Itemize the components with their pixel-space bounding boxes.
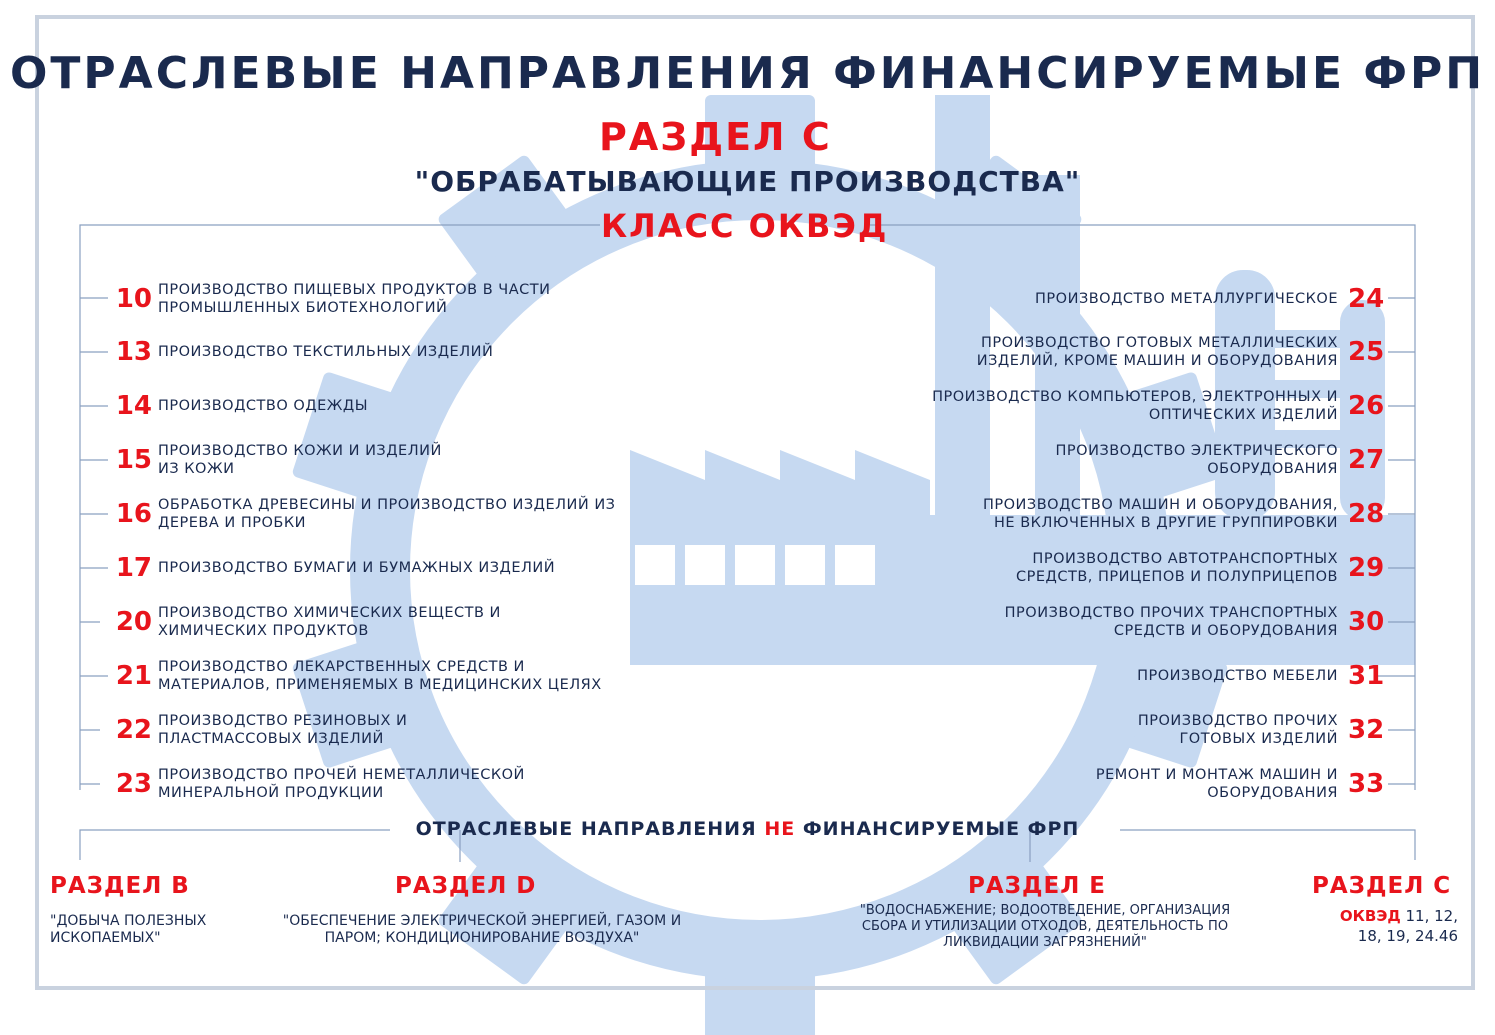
okved-description: ОБРАБОТКА ДРЕВЕСИНЫ И ПРОИЗВОДСТВО ИЗДЕЛИЙ ИЗ ДЕРЕВА И ПРОБКИ <box>158 497 616 531</box>
section-e-desc: "ВОДОСНАБЖЕНИЕ; ВОДООТВЕДЕНИЕ, ОРГАНИЗАЦИЯ СБОРА И УТИЛИЗАЦИИ ОТХОДОВ, ДЕЯТЕЛЬНОСТЬ ПО ЛИКВИДАЦИИ ЗАГРЯЗНЕНИЙ" <box>859 903 1231 950</box>
list-item <box>100 652 660 700</box>
okved-description: ПРОИЗВОДСТВО АВТОТРАНСПОРТНЫХ СРЕДСТВ, ПРИЦЕПОВ И ПОЛУПРИЦЕПОВ <box>1016 551 1338 585</box>
okved-description: ПРОИЗВОДСТВО ОДЕЖДЫ <box>158 398 368 414</box>
list-item <box>100 436 660 484</box>
list-item <box>820 328 1400 376</box>
okved-code: 31 <box>1348 661 1385 691</box>
list-item <box>100 706 660 754</box>
okved-code: 26 <box>1348 391 1385 421</box>
okved-code: 15 <box>115 445 152 475</box>
okved-description: ПРОИЗВОДСТВО ПИЩЕВЫХ ПРОДУКТОВ В ЧАСТИ ПРОМЫШЛЕННЫХ БИОТЕХНОЛОГИЙ <box>158 282 551 316</box>
okved-description: ПРОИЗВОДСТВО ПРОЧИХ ТРАНСПОРТНЫХ СРЕДСТВ И ОБОРУДОВАНИЯ <box>1004 605 1338 639</box>
okved-description: ПРОИЗВОДСТВО БУМАГИ И БУМАЖНЫХ ИЗДЕЛИЙ <box>158 560 556 576</box>
list-item <box>100 275 660 323</box>
okved-code: 32 <box>1348 715 1385 745</box>
okved-codes-line2: 18, 19, 24.46 <box>1357 927 1458 945</box>
okved-code: 28 <box>1348 499 1385 529</box>
okved-code: 33 <box>1348 769 1385 799</box>
okved-description: ПРОИЗВОДСТВО МЕТАЛЛУРГИЧЕСКОЕ <box>1035 291 1338 307</box>
not-funded-title-red: НЕ <box>764 818 796 840</box>
section-heading: РАЗДЕЛ С <box>599 115 832 159</box>
okved-code: 30 <box>1348 607 1385 637</box>
okved-description: ПРОИЗВОДСТВО РЕЗИНОВЫХ И ПЛАСТМАССОВЫХ ИЗДЕЛИЙ <box>158 713 408 747</box>
list-item <box>820 490 1400 538</box>
okved-description: ПРОИЗВОДСТВО ПРОЧЕЙ НЕМЕТАЛЛИЧЕСКОЙ МИНЕРАЛЬНОЙ ПРОДУКЦИИ <box>158 767 525 801</box>
section-c-desc <box>1300 906 1458 946</box>
section-e-heading: РАЗДЕЛ Е <box>968 873 1107 899</box>
okved-label: ОКВЭД <box>1339 907 1401 925</box>
list-item <box>820 544 1400 592</box>
okved-description: РЕМОНТ И МОНТАЖ МАШИН И ОБОРУДОВАНИЯ <box>1095 767 1338 801</box>
list-item <box>820 275 1400 323</box>
page-title: ОТРАСЛЕВЫЕ НАПРАВЛЕНИЯ ФИНАНСИРУЕМЫЕ ФРП <box>9 48 1486 99</box>
okved-code: 25 <box>1348 337 1385 367</box>
list-item <box>100 598 660 646</box>
okved-code: 21 <box>115 661 152 691</box>
not-funded-title-part1: ОТРАСЛЕВЫЕ НАПРАВЛЕНИЯ <box>415 818 757 840</box>
list-item <box>820 652 1400 700</box>
section-d-desc: "ОБЕСПЕЧЕНИЕ ЭЛЕКТРИЧЕСКОЙ ЭНЕРГИЕЙ, ГАЗОМ И ПАРОМ; КОНДИЦИОНИРОВАНИЕ ВОЗДУХА" <box>282 913 682 946</box>
list-item <box>100 490 660 538</box>
okved-description: ПРОИЗВОДСТВО ТЕКСТИЛЬНЫХ ИЗДЕЛИЙ <box>158 344 494 360</box>
class-label: КЛАСС ОКВЭД <box>601 207 889 245</box>
okved-description: ПРОИЗВОДСТВО МЕБЕЛИ <box>1137 668 1338 684</box>
list-item <box>820 382 1400 430</box>
okved-description: ПРОИЗВОДСТВО ХИМИЧЕСКИХ ВЕЩЕСТВ И ХИМИЧЕСКИХ ПРОДУКТОВ <box>158 605 501 639</box>
okved-code: 23 <box>115 769 152 799</box>
list-item <box>100 328 660 376</box>
okved-description: ПРОИЗВОДСТВО ПРОЧИХ ГОТОВЫХ ИЗДЕЛИЙ <box>1137 713 1338 747</box>
section-b-heading: РАЗДЕЛ В <box>50 873 190 899</box>
okved-code: 29 <box>1348 553 1385 583</box>
okved-description: ПРОИЗВОДСТВО КОЖИ И ИЗДЕЛИЙ ИЗ КОЖИ <box>158 443 442 477</box>
okved-code: 13 <box>115 337 152 367</box>
list-item <box>820 598 1400 646</box>
list-item <box>820 706 1400 754</box>
okved-codes-line1: 11, 12, <box>1405 907 1458 925</box>
okved-code: 10 <box>115 284 152 314</box>
list-item <box>820 760 1400 808</box>
okved-code: 14 <box>115 391 152 421</box>
list-item <box>100 760 660 808</box>
okved-description: ПРОИЗВОДСТВО МАШИН И ОБОРУДОВАНИЯ, НЕ ВКЛЮЧЕННЫХ В ДРУГИЕ ГРУППИРОВКИ <box>983 497 1338 531</box>
okved-description: ПРОИЗВОДСТВО КОМПЬЮТЕРОВ, ЭЛЕКТРОННЫХ И ОПТИЧЕСКИХ ИЗДЕЛИЙ <box>932 389 1338 423</box>
okved-description: ПРОИЗВОДСТВО ЛЕКАРСТВЕННЫХ СРЕДСТВ И МАТЕРИАЛОВ, ПРИМЕНЯЕМЫХ В МЕДИЦИНСКИХ ЦЕЛЯХ <box>158 659 602 693</box>
list-item <box>100 544 660 592</box>
okved-description: ПРОИЗВОДСТВО ГОТОВЫХ МЕТАЛЛИЧЕСКИХ ИЗДЕЛИЙ, КРОМЕ МАШИН И ОБОРУДОВАНИЯ <box>976 335 1338 369</box>
not-funded-title <box>0 818 1495 840</box>
okved-code: 27 <box>1348 445 1385 475</box>
list-item <box>820 436 1400 484</box>
section-subtitle: "ОБРАБАТЫВАЮЩИЕ ПРОИЗВОДСТВА" <box>414 165 1081 198</box>
okved-code: 22 <box>115 715 152 745</box>
okved-code: 17 <box>115 553 152 583</box>
section-b-desc: "ДОБЫЧА ПОЛЕЗНЫХ ИСКОПАЕМЫХ" <box>50 913 207 946</box>
section-c-heading: РАЗДЕЛ С <box>1312 873 1452 899</box>
okved-description: ПРОИЗВОДСТВО ЭЛЕКТРИЧЕСКОГО ОБОРУДОВАНИЯ <box>1055 443 1338 477</box>
okved-code: 20 <box>115 607 152 637</box>
section-d-heading: РАЗДЕЛ D <box>395 873 537 899</box>
list-item <box>100 382 660 430</box>
okved-code: 24 <box>1348 284 1385 314</box>
okved-code: 16 <box>115 499 152 529</box>
not-funded-title-part2: ФИНАНСИРУЕМЫЕ ФРП <box>802 818 1080 840</box>
